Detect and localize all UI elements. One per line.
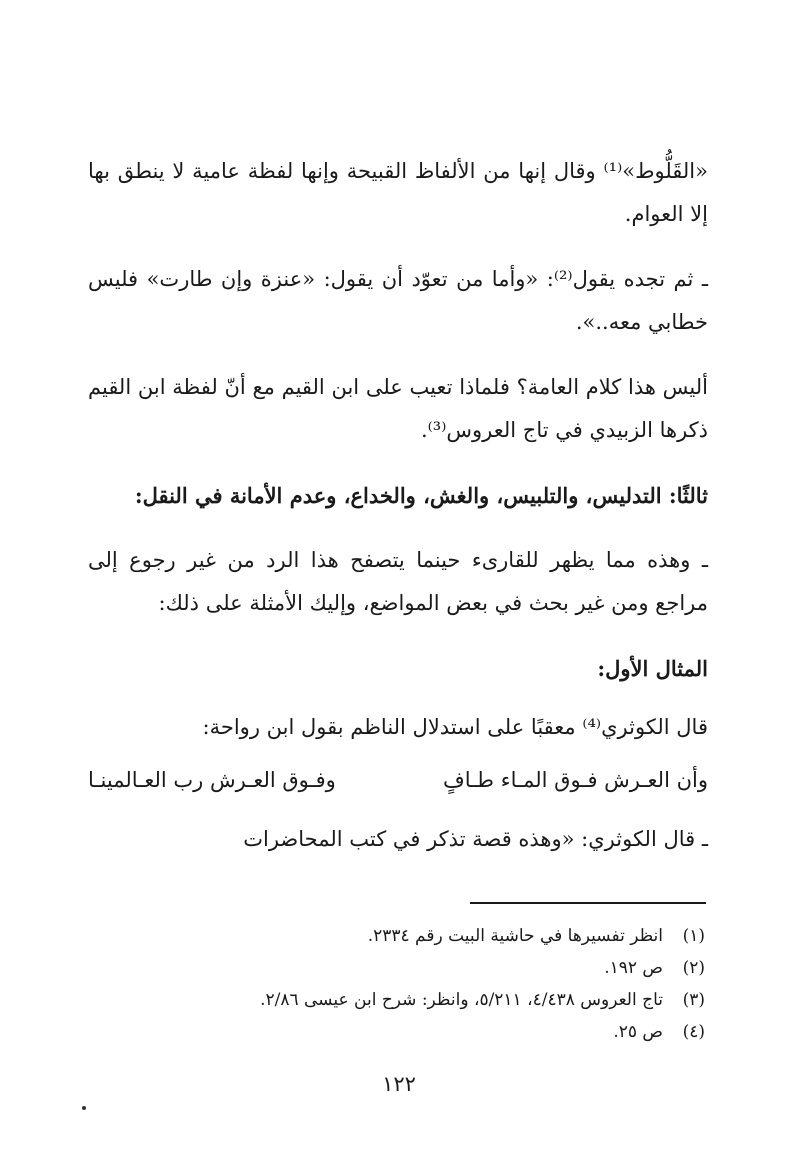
paragraph-4: ـ وهذه مما يظهر للقارىء حينما يتصفح هذا الرد من غير رجوع إلى مراجع ومن غير بحث في بعض المواضع، وإليك الأمثلة على ذلك: — [88, 548, 708, 615]
verse-first-hemistich: وأن العـرش فـوق المـاء طـافٍ — [442, 768, 708, 792]
page-number: ١٢٢ — [382, 1072, 416, 1096]
footnote-1 — [100, 920, 705, 952]
footnote-2 — [100, 952, 705, 984]
paragraph-1: «القَلُّوط»⁽¹⁾ وقال إنها من الألفاظ القبيحة وإنها لفظة عامية لا ينطق بها إلا العوام. — [88, 159, 708, 226]
main-text — [88, 150, 708, 883]
footnote-text: انظر تفسيرها في حاشية البيت رقم ٢٣٣٤. — [367, 926, 663, 946]
footnote-number: (٢) — [682, 958, 705, 978]
footnote-text: ص ٢٥. — [613, 1022, 663, 1042]
footnote-text: ص ١٩٢. — [604, 958, 663, 978]
footnote-number: (٣) — [682, 990, 705, 1010]
quote-intro: قال الكوثري⁽⁴⁾ معقبًا على استدلال الناظم بقول ابن رواحة: — [202, 715, 708, 739]
footnote-separator — [470, 902, 706, 904]
footnote-3 — [100, 984, 705, 1016]
footnote-number: (١) — [682, 926, 705, 946]
paragraph-3: أليس هذا كلام العامة؟ فلماذا تعيب على ابن القيم مع أنّ لفظة ابن القيم ذكرها الزبيدي في تاج العروس⁽³⁾. — [88, 375, 708, 442]
example-heading: المثال الأول: — [597, 656, 708, 681]
footnote-text: تاج العروس ٤/٤٣٨، ٥/٢١١، وانظر: شرح ابن عيسى ٢/٨٦. — [260, 990, 663, 1010]
last-line: ـ قال الكوثري: «وهذه قصة تذكر في كتب المحاضرات — [243, 827, 708, 851]
section-heading-third: ثالثًا: التدليس، والتلبيس، والغش، والخداع، وعدم الأمانة في النقل: — [134, 483, 708, 508]
footnotes — [100, 920, 705, 1048]
verse-second-hemistich: وفـوق العـرش رب العـالمينـا — [88, 768, 336, 792]
poetry-verse — [88, 759, 708, 802]
footnote-4 — [100, 1016, 705, 1048]
paragraph-2: ـ ثم تجده يقول⁽²⁾: «وأما من تعوّد أن يقول: «عنزة وإن طارت» فليس خطابي معه..». — [88, 267, 708, 334]
stray-mark — [82, 1106, 86, 1110]
footnote-number: (٤) — [682, 1022, 705, 1042]
